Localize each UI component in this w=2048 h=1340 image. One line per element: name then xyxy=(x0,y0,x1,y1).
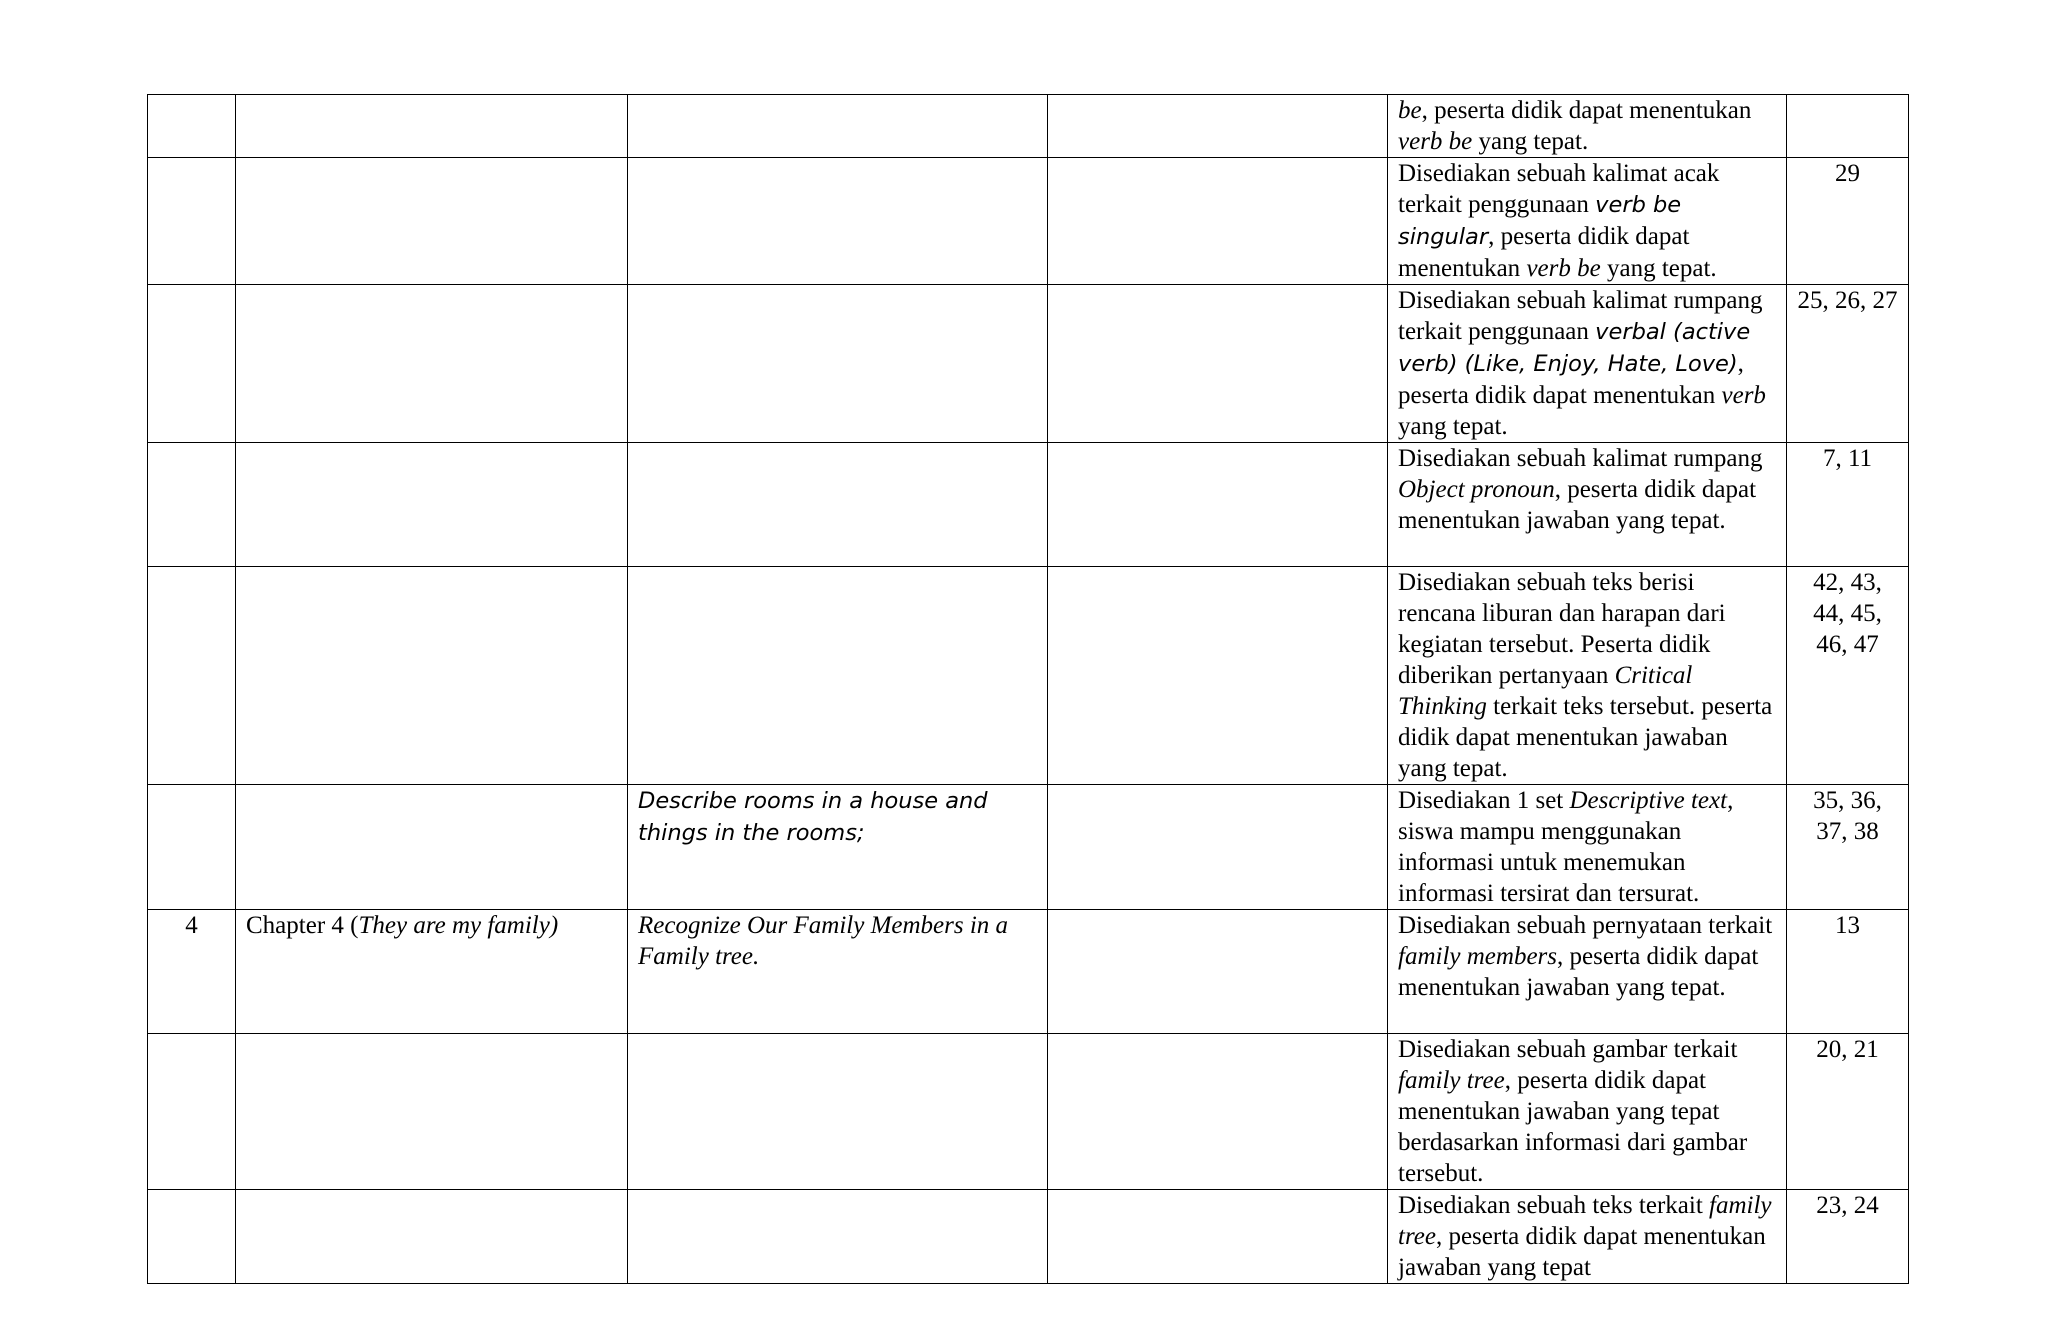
cell-objective xyxy=(628,158,1048,285)
text-run: Chapter 4 ( xyxy=(246,912,359,939)
table-row xyxy=(148,95,1909,158)
cell-material xyxy=(1048,95,1388,158)
text-run: Disediakan sebuah gambar terkait xyxy=(1398,1036,1738,1063)
text-run: Disediakan 1 set xyxy=(1398,787,1570,814)
cell-number: 4 xyxy=(148,910,236,1034)
cell-chapter xyxy=(236,158,628,285)
cell-material xyxy=(1048,1190,1388,1284)
text-run: , siswa mampu menggunakan informasi untuk menemukan informasi tersirat dan tersurat. xyxy=(1398,787,1734,907)
text-run: , peserta didik dapat menentukan xyxy=(1398,350,1744,409)
text-run: Disediakan sebuah kalimat acak terkait penggunaan xyxy=(1398,160,1720,218)
cell-indicator xyxy=(1388,95,1787,158)
text-run: , peserta didik dapat menentukan jawaban yang tepat xyxy=(1398,1223,1766,1281)
cell-indicator xyxy=(1388,910,1787,1034)
table-row xyxy=(148,285,1909,443)
text-run: yang tepat. xyxy=(1472,128,1589,155)
cell-indicator xyxy=(1388,1190,1787,1284)
cell-material xyxy=(1048,567,1388,785)
text-run: yang tepat. xyxy=(1600,255,1717,282)
cell-material xyxy=(1048,285,1388,443)
assessment-grid-table xyxy=(147,94,1909,1284)
cell-item-numbers: 13 xyxy=(1787,910,1909,1034)
text-run: , peserta didik dapat menentukan xyxy=(1421,97,1752,124)
text-run: be xyxy=(1398,97,1422,124)
cell-objective xyxy=(628,285,1048,443)
grid-body xyxy=(148,95,1909,1284)
text-run: They are my family) xyxy=(358,912,559,939)
text-run: Critical Thinking xyxy=(1398,662,1693,720)
cell-material xyxy=(1048,1034,1388,1190)
text-run: Recognize Our Family Members in a Family tree. xyxy=(638,912,1009,970)
cell-indicator xyxy=(1388,285,1787,443)
text-run: Object pronoun xyxy=(1398,476,1555,503)
cell-indicator xyxy=(1388,443,1787,567)
cell-chapter xyxy=(236,567,628,785)
cell-item-numbers: 20, 21 xyxy=(1787,1034,1909,1190)
cell-material xyxy=(1048,158,1388,285)
cell-chapter xyxy=(236,95,628,158)
cell-objective xyxy=(628,1034,1048,1190)
text-run: family tree xyxy=(1398,1192,1772,1250)
text-run: family tree xyxy=(1398,1067,1505,1094)
cell-item-numbers: 42, 43, 44, 45, 46, 47 xyxy=(1787,567,1909,785)
cell-item-numbers xyxy=(1787,95,1909,158)
cell-chapter xyxy=(236,910,628,1034)
text-run: , peserta didik dapat menentukan jawaban yang tepat. xyxy=(1398,943,1759,1001)
text-run: verb be singular xyxy=(1398,192,1682,250)
text-run: Disediakan sebuah pernyataan terkait xyxy=(1398,912,1773,939)
cell-material xyxy=(1048,910,1388,1034)
text-run: verb xyxy=(1721,382,1766,409)
cell-chapter xyxy=(236,785,628,910)
cell-indicator xyxy=(1388,785,1787,910)
cell-objective xyxy=(628,910,1048,1034)
cell-item-numbers: 7, 11 xyxy=(1787,443,1909,567)
text-run: , peserta didik dapat menentukan xyxy=(1398,223,1690,282)
text-run: Descriptive text xyxy=(1569,787,1728,814)
text-run: terkait teks tersebut. peserta didik dapat menentukan jawaban yang tepat. xyxy=(1398,693,1773,782)
cell-number xyxy=(148,95,236,158)
cell-material xyxy=(1048,443,1388,567)
cell-number xyxy=(148,443,236,567)
cell-item-numbers: 25, 26, 27 xyxy=(1787,285,1909,443)
text-run: verb be xyxy=(1526,255,1601,282)
cell-number xyxy=(148,1190,236,1284)
text-run: yang tepat. xyxy=(1398,413,1508,440)
cell-number xyxy=(148,785,236,910)
table-row xyxy=(148,158,1909,285)
cell-chapter xyxy=(236,1034,628,1190)
cell-indicator xyxy=(1388,1034,1787,1190)
cell-number xyxy=(148,567,236,785)
cell-indicator xyxy=(1388,567,1787,785)
text-run: verb be xyxy=(1398,128,1473,155)
table-row xyxy=(148,567,1909,785)
cell-number xyxy=(148,1034,236,1190)
cell-item-numbers: 29 xyxy=(1787,158,1909,285)
cell-material xyxy=(1048,785,1388,910)
table-row xyxy=(148,1190,1909,1284)
cell-number xyxy=(148,158,236,285)
table-row xyxy=(148,785,1909,910)
cell-chapter xyxy=(236,443,628,567)
cell-objective xyxy=(628,785,1048,910)
text-run: Describe rooms in a house and things in the rooms; xyxy=(638,788,988,846)
cell-chapter xyxy=(236,285,628,443)
cell-item-numbers: 23, 24 xyxy=(1787,1190,1909,1284)
text-run: , peserta didik dapat menentukan jawaban yang tepat. xyxy=(1398,476,1757,534)
text-run: family members xyxy=(1398,943,1557,970)
cell-objective xyxy=(628,95,1048,158)
text-run: , peserta didik dapat menentukan jawaban yang tepat berdasarkan informasi dari gambar tersebut. xyxy=(1398,1067,1748,1187)
cell-number xyxy=(148,285,236,443)
cell-objective xyxy=(628,1190,1048,1284)
cell-objective xyxy=(628,567,1048,785)
table-row xyxy=(148,910,1909,1034)
text-run: Disediakan sebuah teks berisi rencana liburan dan harapan dari kegiatan tersebut. Peserta didik diberikan pertanyaan xyxy=(1398,569,1726,689)
text-run: Disediakan sebuah kalimat rumpang terkait penggunaan xyxy=(1398,287,1763,345)
cell-indicator xyxy=(1388,158,1787,285)
text-run: verbal (active verb) (Like, Enjoy, Hate, Love) xyxy=(1398,319,1751,377)
text-run: Disediakan sebuah teks terkait xyxy=(1398,1192,1710,1219)
table-row xyxy=(148,1034,1909,1190)
text-run: Disediakan sebuah kalimat rumpang xyxy=(1398,445,1763,472)
cell-objective xyxy=(628,443,1048,567)
cell-chapter xyxy=(236,1190,628,1284)
cell-item-numbers: 35, 36, 37, 38 xyxy=(1787,785,1909,910)
table-row xyxy=(148,443,1909,567)
